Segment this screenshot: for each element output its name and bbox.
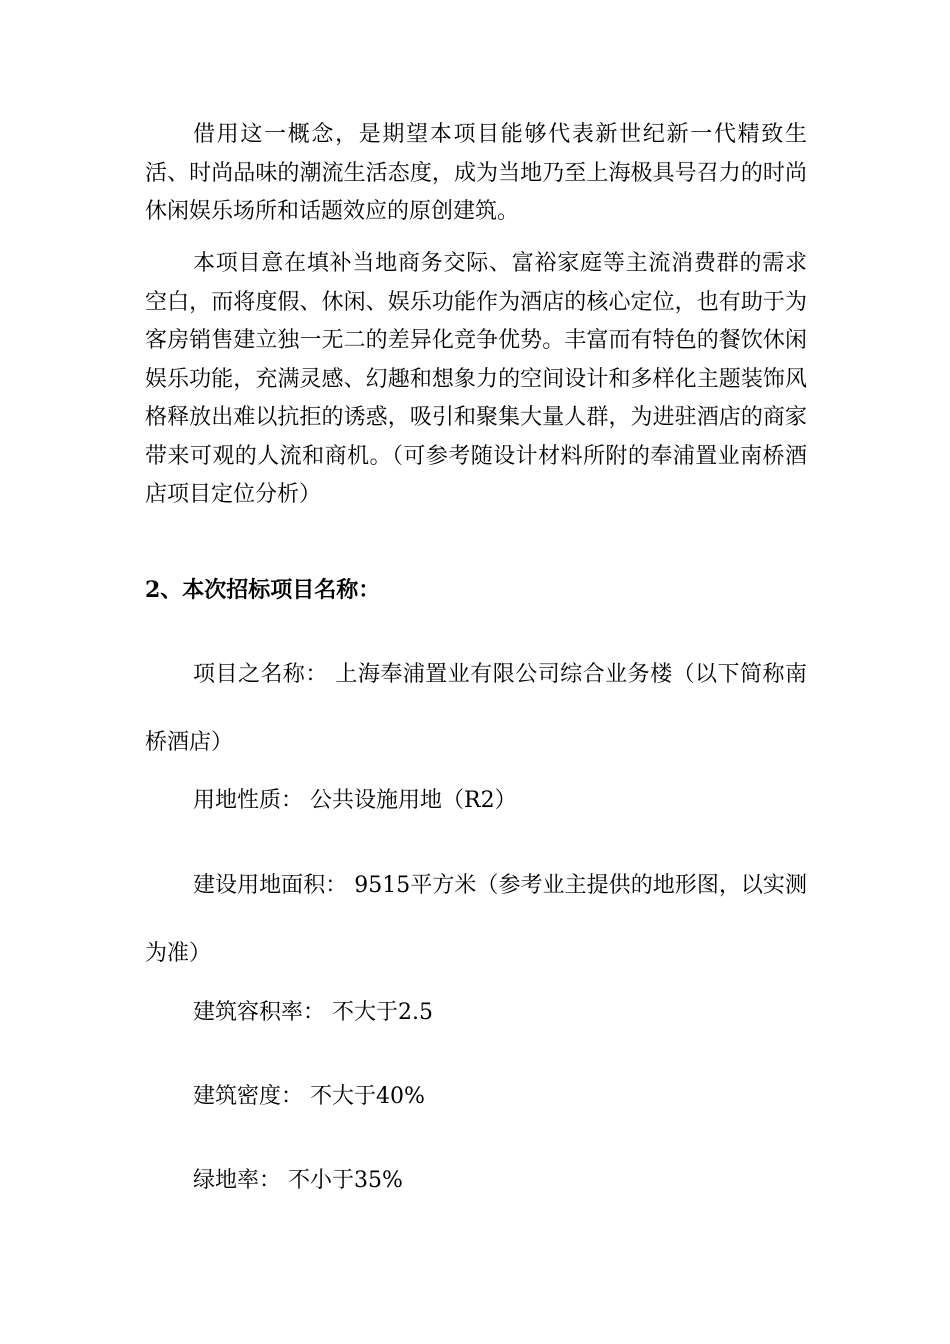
field-site-area [145,852,807,988]
paragraph-concept: 借用这一概念，是期望本项目能够代表新世纪新一代精致生活、时尚品味的潮流生活态度，成为当地乃至上海极具号召力的时尚休闲娱乐场所和话题效应的原创建筑。 [145,122,807,224]
field-land-use [145,767,807,835]
field-green-ratio [145,1147,807,1215]
field-value: 公共设施用地（R2） [310,788,517,813]
field-label: 项目之名称： [193,662,328,687]
field-value: 不大于2.5 [332,1000,434,1025]
field-value: 不小于35% [288,1168,403,1193]
field-label: 建筑密度： [193,1084,304,1109]
field-value: 9515平方米（参考业主提供的地形图，以实测为准） [145,873,807,966]
field-value: 上海奉浦置业有限公司综合业务楼（以下简称南桥酒店） [145,662,807,755]
field-label: 建筑容积率： [193,1000,326,1025]
field-value: 不大于40% [310,1084,425,1109]
section-heading: 2、本次招标项目名称： [145,577,381,603]
field-label: 绿地率： [193,1168,282,1193]
field-label: 建设用地面积： [193,873,348,898]
field-building-density [145,1063,807,1131]
field-label: 用地性质： [193,788,304,813]
field-plot-ratio [145,979,807,1047]
field-project-name [145,641,807,777]
paragraph-positioning: 本项目意在填补当地商务交际、富裕家庭等主流消费群的需求空白，而将度假、休闲、娱乐功能作为酒店的核心定位，也有助于为客房销售建立独一无二的差异化竞争优势。丰富而有特色的餐饮休闲娱乐功能，充满灵感、幻趣和想象力的空间设计和多样化主题装饰风格释放出难以抗拒的诱惑，吸引和聚集大量人群，为进驻酒店的商家带来可观的人流和商机。（可参考随设计材料所附的奉浦置业南桥酒店项目定位分析） [145,251,807,507]
